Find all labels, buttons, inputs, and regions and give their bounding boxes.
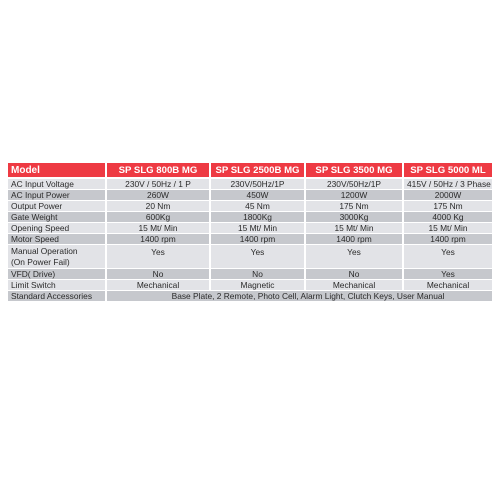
cell: 1800Kg xyxy=(210,212,305,223)
cell-accessories: Base Plate, 2 Remote, Photo Cell, Alarm Light, Clutch Keys, User Manual xyxy=(106,291,492,302)
cell: 230V/50Hz/1P xyxy=(210,178,305,190)
cell: 415V / 50Hz / 3 Phase xyxy=(403,178,492,190)
spec-table xyxy=(8,163,492,302)
row-label xyxy=(8,245,106,269)
row-label: AC Input Power xyxy=(8,190,106,201)
row-opening-speed xyxy=(8,223,492,234)
cell: Mechanical xyxy=(305,280,403,291)
cell: 2000W xyxy=(403,190,492,201)
cell: 15 Mt/ Min xyxy=(210,223,305,234)
row-label: AC Input Voltage xyxy=(8,178,106,190)
row-label-line2: (On Power Fail) xyxy=(11,257,70,267)
cell: 3000Kg xyxy=(305,212,403,223)
cell: 15 Mt/ Min xyxy=(305,223,403,234)
cell: No xyxy=(210,269,305,280)
row-label: Motor Speed xyxy=(8,234,106,245)
cell: 15 Mt/ Min xyxy=(403,223,492,234)
row-ac-input-power xyxy=(8,190,492,201)
row-standard-accessories xyxy=(8,291,492,302)
row-vfd-drive xyxy=(8,269,492,280)
header-model-800b: SP SLG 800B MG xyxy=(106,163,210,178)
cell: 1400 rpm xyxy=(403,234,492,245)
cell: 175 Nm xyxy=(403,201,492,212)
row-limit-switch xyxy=(8,280,492,291)
cell: 1400 rpm xyxy=(305,234,403,245)
cell: Yes xyxy=(305,245,403,269)
header-model-5000: SP SLG 5000 ML xyxy=(403,163,492,178)
cell: Magnetic xyxy=(210,280,305,291)
cell: Yes xyxy=(403,245,492,269)
row-label: Standard Accessories xyxy=(8,291,106,302)
row-output-power xyxy=(8,201,492,212)
cell: 45 Nm xyxy=(210,201,305,212)
cell: Yes xyxy=(210,245,305,269)
cell: 4000 Kg xyxy=(403,212,492,223)
cell: 15 Mt/ Min xyxy=(106,223,210,234)
cell: 20 Nm xyxy=(106,201,210,212)
row-label: Output Power xyxy=(8,201,106,212)
cell: 260W xyxy=(106,190,210,201)
cell: 450W xyxy=(210,190,305,201)
cell: 230V/50Hz/1P xyxy=(305,178,403,190)
cell: No xyxy=(106,269,210,280)
cell: 230V / 50Hz / 1 P xyxy=(106,178,210,190)
header-model-3500: SP SLG 3500 MG xyxy=(305,163,403,178)
row-ac-input-voltage xyxy=(8,178,492,190)
header-model-2500b: SP SLG 2500B MG xyxy=(210,163,305,178)
cell: Yes xyxy=(403,269,492,280)
row-label: Gate Weight xyxy=(8,212,106,223)
cell: No xyxy=(305,269,403,280)
row-label: Opening Speed xyxy=(8,223,106,234)
row-label: VFD( Drive) xyxy=(8,269,106,280)
header-model: Model xyxy=(8,163,106,178)
cell: 1400 rpm xyxy=(106,234,210,245)
row-gate-weight xyxy=(8,212,492,223)
cell: Yes xyxy=(106,245,210,269)
cell: Mechanical xyxy=(403,280,492,291)
row-label-line1: Manual Operation xyxy=(11,246,78,256)
cell: 1200W xyxy=(305,190,403,201)
row-manual-operation xyxy=(8,245,492,269)
row-label: Limit Switch xyxy=(8,280,106,291)
cell: 175 Nm xyxy=(305,201,403,212)
row-motor-speed xyxy=(8,234,492,245)
cell: Mechanical xyxy=(106,280,210,291)
cell: 1400 rpm xyxy=(210,234,305,245)
cell: 600Kg xyxy=(106,212,210,223)
header-row xyxy=(8,163,492,178)
